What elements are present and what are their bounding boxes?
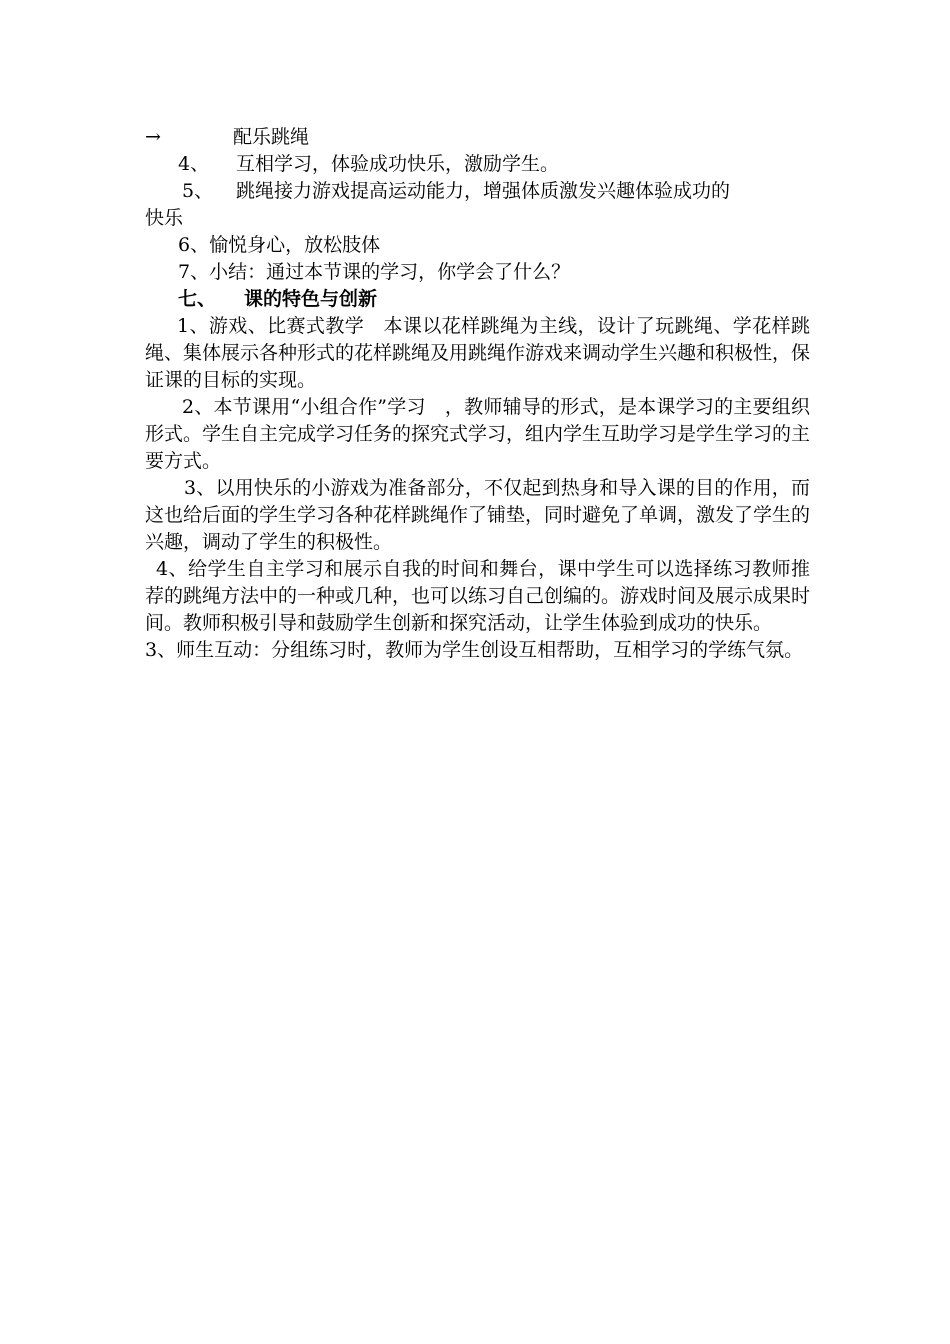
paragraph-5: 3、师生互动：分组练习时，教师为学生创设互相帮助，互相学习的学练气氛。 (145, 639, 804, 661)
document-body (145, 124, 810, 664)
item-text: 快乐 (145, 207, 184, 229)
item-text: 7、小结：通过本节课的学习，你学会了什么？ (178, 261, 571, 283)
item-number: 4、 (178, 153, 210, 175)
section-heading (145, 286, 810, 313)
item-5 (145, 178, 810, 205)
paragraph-1: 1、游戏、比赛式教学 本课以花样跳绳为主线，设计了玩跳绳、学花样跳绳、集体展示各种形式的花样跳绳及用跳绳作游戏来调动学生兴趣和积极性，保证课的目标的实现。 (145, 315, 811, 391)
item-5-continuation (145, 205, 810, 232)
paragraph-4: 4、给学生自主学习和展示自我的时间和舞台，课中学生可以选择练习教师推荐的跳绳方法中的一种或几种，也可以练习自己创编的。游戏时间及展示成果时间。教师积极引导和鼓励学生创新和探究活动，让学生体验到成功的快乐。 (145, 558, 811, 634)
item-6 (145, 232, 810, 259)
section-title: 课的特色与创新 (244, 288, 378, 310)
paragraph-2: 2、本节课用“小组合作”学习 ，教师辅导的形式，是本课学习的主要组织形式。学生自主完成学习任务的探究式学习，组内学生互助学习是学生学习的主要方式。 (145, 396, 811, 472)
item-text: 互相学习，体验成功快乐，激励学生。 (236, 153, 560, 175)
item-number: 5、 (182, 180, 214, 202)
item-4 (145, 151, 810, 178)
item-text: 6、愉悦身心，放松肢体 (178, 234, 381, 256)
arrow-icon: → (145, 126, 161, 148)
section-number: 七、 (178, 288, 217, 310)
item-music-rope (145, 124, 810, 151)
item-text: 跳绳接力游戏提高运动能力，增强体质激发兴趣体验成功的 (236, 180, 731, 202)
item-text: 配乐跳绳 (233, 126, 310, 148)
paragraph-3: 3、以用快乐的小游戏为准备部分，不仅起到热身和导入课的目的作用，而这也给后面的学生学习各种花样跳绳作了铺垫，同时避免了单调，激发了学生的兴趣，调动了学生的积极性。 (145, 477, 811, 553)
item-7 (145, 259, 810, 286)
